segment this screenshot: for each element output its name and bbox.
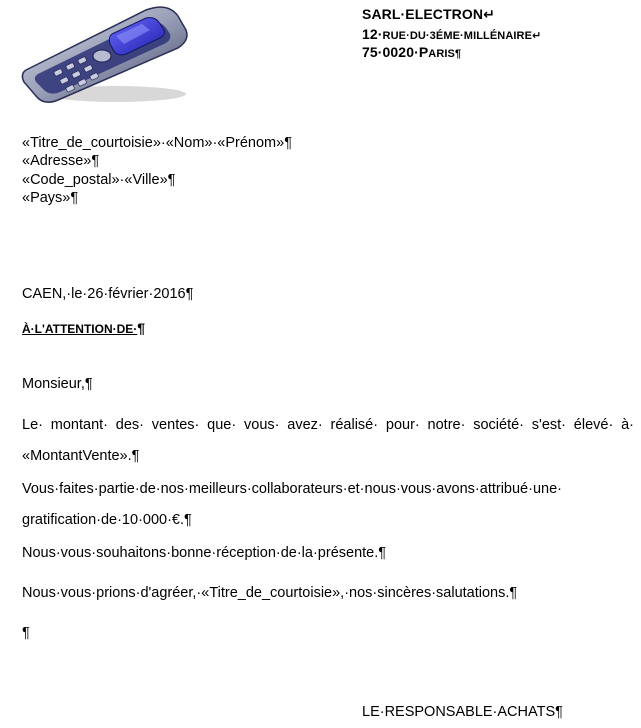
mobile-phone-icon	[18, 4, 194, 104]
signature: LE·RESPONSABLE·ACHATS¶	[362, 704, 563, 720]
city: PARIS¶	[418, 44, 462, 60]
paragraph-bonus: Vous·faites·partie·de·nos·meilleurs·collaborateurs·et·nous·vous·avons·attribué·une· gratification·de·10·000·€.¶	[22, 481, 562, 528]
paragraph-reception: Nous·vous·souhaitons·bonne·réception·de·la·présente.¶	[22, 545, 387, 561]
paragraph-sales-amount: Le· montant· des· ventes· que· vous· avez· réalisé· pour· notre· société· s'est· élevé· à· «MontantVente».¶	[22, 417, 634, 464]
empty-paragraph-mark: ¶	[22, 625, 30, 641]
attention-text: À·L'ATTENTION·DE·	[22, 322, 138, 336]
postal-code: 75·0020·	[362, 44, 419, 60]
salutation: Monsieur,¶	[22, 376, 93, 392]
place-date: CAEN,·le·26·février·2016¶	[22, 286, 194, 302]
recipient-country-line: «Pays»¶	[22, 190, 79, 206]
company-city-line	[362, 44, 461, 60]
recipient-address-line: «Adresse»¶	[22, 153, 100, 169]
company-name: SARL·ELECTRON↵	[362, 6, 495, 22]
paragraph-closing: Nous·vous·prions·d'agréer,·«Titre_de_courtoisie»,·nos·sincères·salutations.¶	[22, 585, 518, 601]
attention-mark: ¶	[137, 320, 146, 336]
company-street	[362, 26, 541, 42]
street-number: 12·	[362, 26, 383, 42]
recipient-name-line: «Titre_de_courtoisie»·«Nom»·«Prénom»¶	[22, 135, 292, 151]
street-name: RUE·DU·3ÉME·MILLÉNAIRE↵	[382, 30, 542, 42]
attention-line	[22, 320, 145, 336]
recipient-postal-city-line: «Code_postal»·«Ville»¶	[22, 172, 176, 188]
